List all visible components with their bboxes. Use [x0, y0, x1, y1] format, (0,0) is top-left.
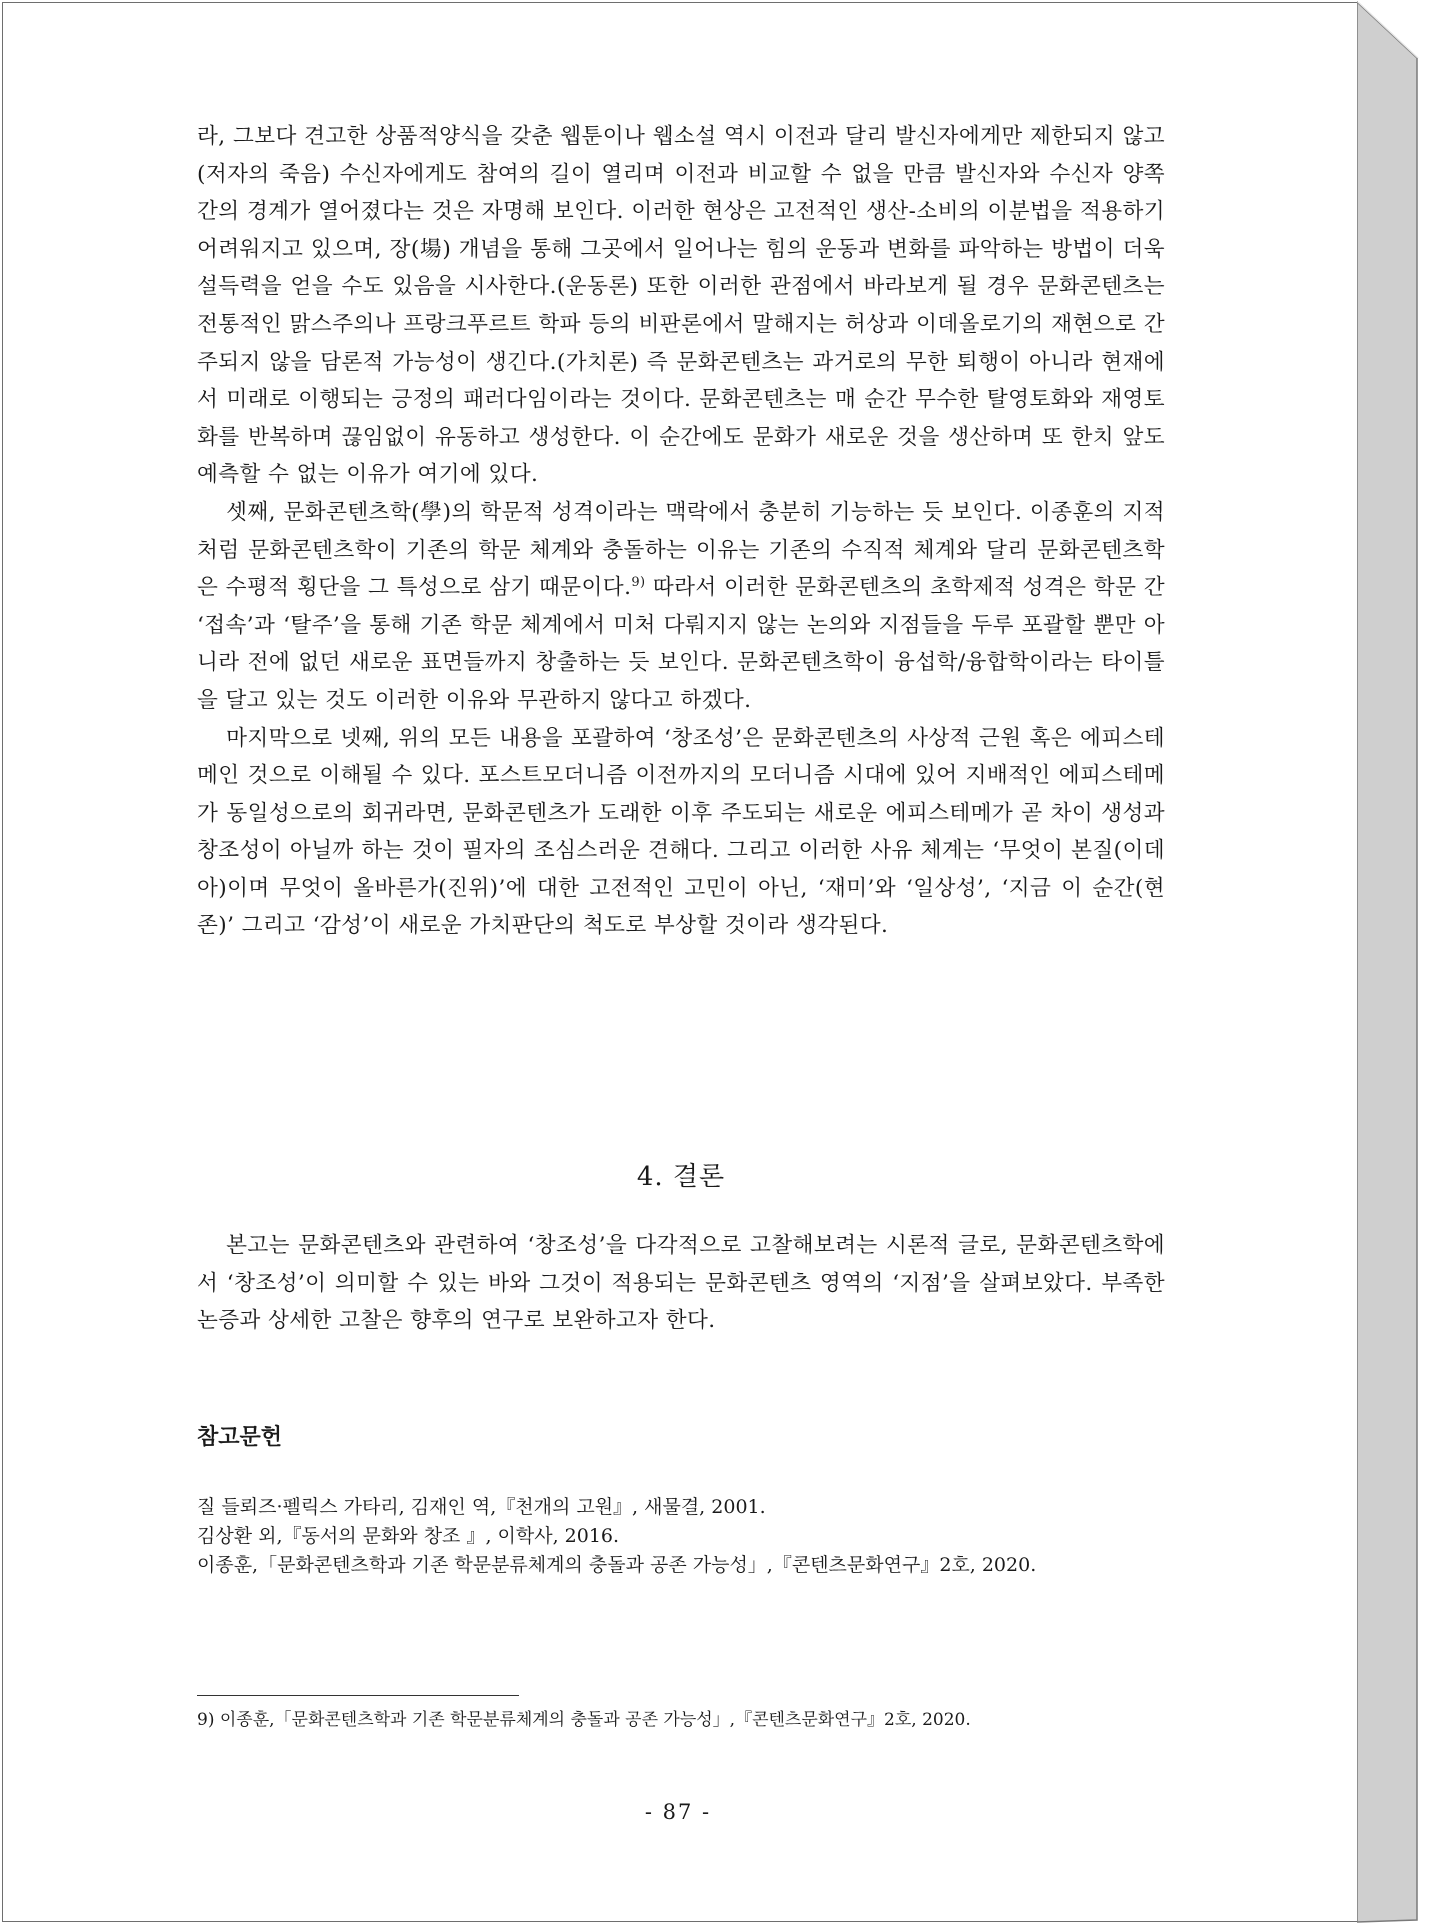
footnote: 9) 이종훈,「문화콘텐츠학과 기존 학문분류체계의 충돌과 공존 가능성」,『콘텐츠문화연구』2호, 2020.	[197, 1710, 971, 1730]
footnote-divider	[197, 1695, 519, 1696]
paragraph-third-text-cont: 따라서 이러한 문화콘텐츠의 초학제적 성격은 학문 간 ‘접속’과 ‘탈주’을 통해 기존 학문 체계에서 미처 다뤄지지 않는 논의와 지점들을 두루 포괄할 뿐만 아니라 전에 없던 새로운 표면들까지 창출하는 듯 보인다. 문화콘텐츠학이 융섭학/융합학이라는 타이틀을 달고 있는 것도 이러한 이유와 무관하지 않다고 하겠다.	[197, 575, 1166, 713]
references-list	[197, 1493, 1165, 1580]
references-title: 참고문헌	[197, 1425, 283, 1450]
conclusion-paragraph: 본고는 문화콘텐츠와 관련하여 ‘창조성’을 다각적으로 고찰해보려는 시론적 글로, 문화콘텐츠학에서 ‘창조성’이 의미할 수 있는 바와 그것이 적용되는 문화콘텐츠 영역의 ‘지점’을 살펴보았다. 부족한 논증과 상세한 고찰은 향후의 연구로 보완하고자 한다.	[197, 1233, 1165, 1334]
page-stack-edge	[1357, 0, 1435, 1926]
body-text	[197, 118, 1165, 945]
reference-item: 김상환 외,『동서의 문화와 창조 』, 이학사, 2016.	[197, 1525, 620, 1547]
paragraph-fourth: 마지막으로 넷째, 위의 모든 내용을 포괄하여 ‘창조성’은 문화콘텐츠의 사상적 근원 혹은 에피스테메인 것으로 이해될 수 있다. 포스트모더니즘 이전까지의 모더니즘 시대에 있어 지배적인 에피스테메가 동일성으로의 회귀라면, 문화콘텐츠가 도래한 이후 주도되는 새로운 에피스테메가 곧 차이 생성과 창조성이 아닐까 하는 것이 필자의 조심스러운 견해다. 그리고 이러한 사유 체계는 ‘무엇이 본질(이데아)이며 무엇이 올바른가(진위)’에 대한 고전적인 고민이 아닌, ‘재미’와 ‘일상성’, ‘지금 이 순간(현존)’ 그리고 ‘감성’이 새로운 가치판단의 척도로 부상할 것이라 생각된다.	[197, 725, 1165, 939]
conclusion-section	[197, 1227, 1165, 1340]
reference-item: 질 들뢰즈·펠릭스 가타리, 김재인 역,『천개의 고원』, 새물결, 2001.	[197, 1496, 766, 1518]
page-number: - 87 -	[644, 1800, 712, 1824]
paragraph-third-text: 셋째, 문화콘텐츠학(學)의 학문적 성격이라는 맥락에서 충분히 기능하는 듯 보인다. 이종훈의 지적처럼 문화콘텐츠학이 기존의 학문 체계와 충돌하는 이유는 기존의 수직적 체계와 달리 문화콘텐츠학은 수평적 횡단을 그 특성으로 삼기 때문이다.	[197, 499, 1165, 601]
section-heading: 4. 결론	[636, 1162, 726, 1192]
paragraph-third	[197, 494, 1165, 720]
reference-item: 이종훈,「문화콘텐츠학과 기존 학문분류체계의 충돌과 공존 가능성」,『콘텐츠문화연구』2호, 2020.	[197, 1554, 1037, 1576]
paragraph-continued: 라, 그보다 견고한 상품적양식을 갖춘 웹툰이나 웹소설 역시 이전과 달리 발신자에게만 제한되지 않고(저자의 죽음) 수신자에게도 참여의 길이 열리며 이전과 비교할 수 없을 만큼 발신자와 수신자 양쪽 간의 경계가 열어졌다는 것은 자명해 보인다. 이러한 현상은 고전적인 생산-소비의 이분법을 적용하기 어려워지고 있으며, 장(場) 개념을 통해 그곳에서 일어나는 힘의 운동과 변화를 파악하는 방법이 더욱 설득력을 얻을 수도 있음을 시사한다.(운동론) 또한 이러한 관점에서 바라보게 될 경우 문화콘텐츠는 전통적인 맑스주의나 프랑크푸르트 학파 등의 비판론에서 말해지는 허상과 이데올로기의 재현으로 간주되지 않을 담론적 가능성이 생긴다.(가치론) 즉 문화콘텐츠는 과거로의 무한 퇴행이 아니라 현재에서 미래로 이행되는 긍정의 패러다임이라는 것이다. 문화콘텐츠는 매 순간 무수한 탈영토화와 재영토화를 반복하며 끊임없이 유동하고 생성한다. 이 순간에도 문화가 새로운 것을 생산하며 또 한치 앞도 예측할 수 없는 이유가 여기에 있다.	[197, 124, 1165, 488]
footnote-ref[interactable]: 9)	[631, 575, 646, 591]
